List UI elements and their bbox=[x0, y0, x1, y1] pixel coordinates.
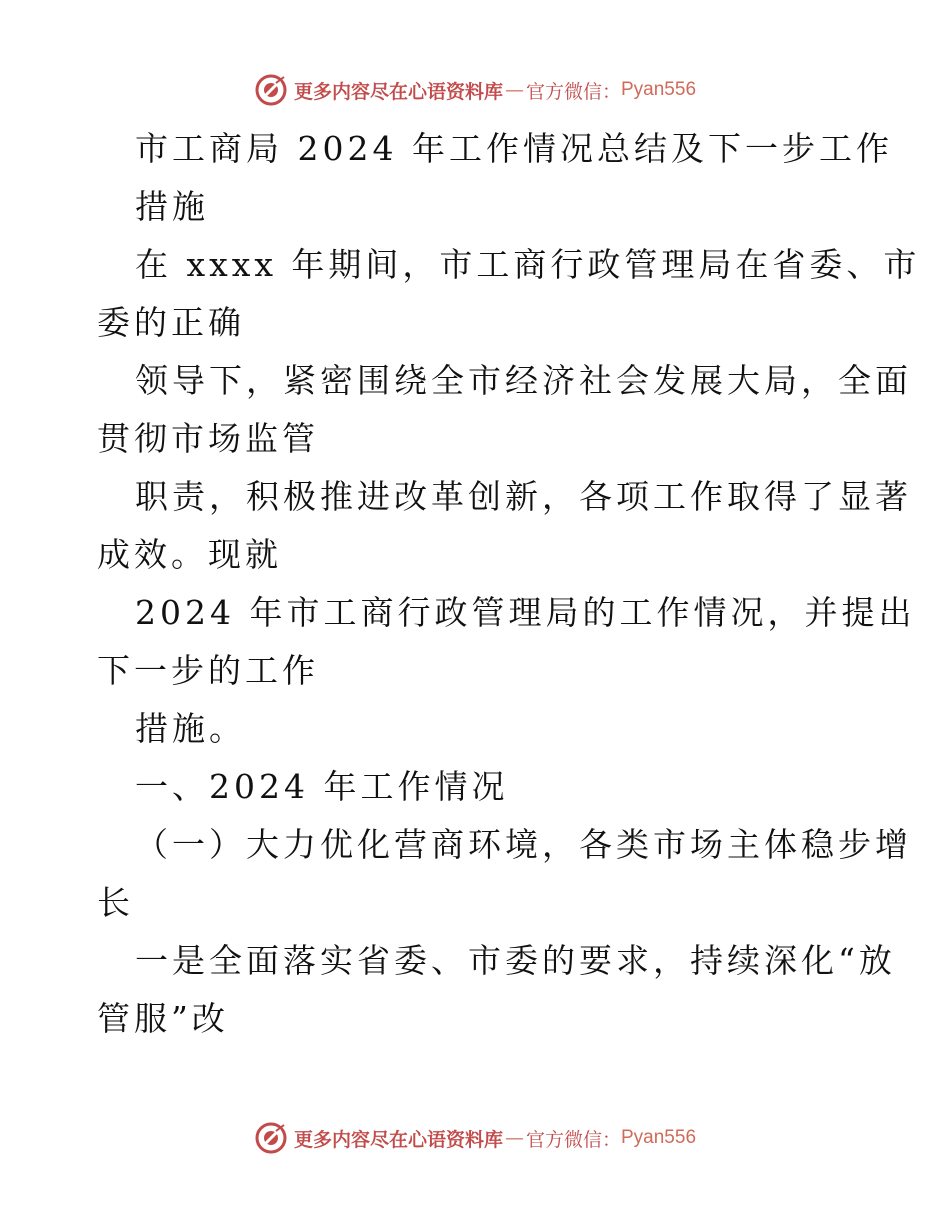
doc-line: 成效。现就 bbox=[97, 535, 282, 574]
banner-separator: — bbox=[504, 79, 524, 101]
header-banner bbox=[0, 70, 950, 110]
doc-line: 市工商局 2024 年工作情况总结及下一步工作 bbox=[135, 129, 893, 168]
doc-line: 领导下，紧密围绕全市经济社会发展大局，全面 bbox=[135, 361, 912, 400]
section-heading: 一、2024 年工作情况 bbox=[135, 767, 509, 806]
doc-line: 一是全面落实省委、市委的要求，持续深化“放 bbox=[135, 941, 896, 980]
brand-logo-icon bbox=[254, 1121, 288, 1155]
brand-logo-icon bbox=[254, 73, 288, 107]
doc-line: 管服”改 bbox=[97, 999, 229, 1038]
banner-brand-text: 更多内容尽在心语资料库 bbox=[293, 80, 503, 103]
banner-separator: — bbox=[504, 1127, 524, 1149]
banner-wechat-label: 官方微信： bbox=[525, 1128, 621, 1151]
banner-wechat-label: 官方微信： bbox=[525, 80, 621, 103]
doc-line: 下一步的工作 bbox=[97, 651, 319, 690]
doc-line: 措施 bbox=[135, 187, 209, 226]
doc-line: 措施。 bbox=[135, 709, 246, 748]
doc-line: 委的正确 bbox=[97, 303, 245, 342]
banner-wechat-id: Pyan556 bbox=[621, 79, 697, 100]
doc-line: 职责，积极推进改革创新，各项工作取得了显著 bbox=[135, 477, 912, 516]
doc-line: 贯彻市场监管 bbox=[97, 419, 319, 458]
banner-wechat-id: Pyan556 bbox=[621, 1127, 697, 1148]
doc-line: 长 bbox=[97, 883, 134, 922]
doc-line: 在 xxxx 年期间，市工商行政管理局在省委、市 bbox=[135, 245, 921, 284]
doc-line: 2024 年市工商行政管理局的工作情况，并提出 bbox=[135, 593, 916, 632]
footer-banner bbox=[0, 1118, 950, 1158]
banner-brand-text: 更多内容尽在心语资料库 bbox=[293, 1128, 503, 1151]
subsection-heading: （一）大力优化营商环境，各类市场主体稳步增 bbox=[135, 825, 912, 864]
